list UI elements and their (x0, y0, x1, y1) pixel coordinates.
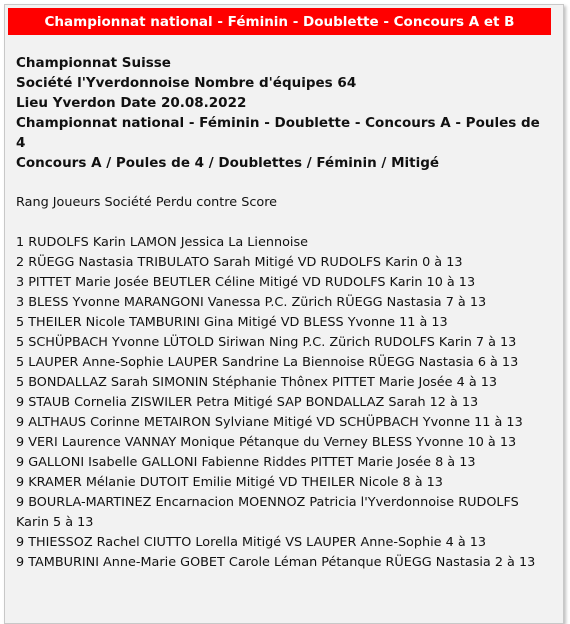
place-and-date: Lieu Yverdon Date 20.08.2022 (16, 95, 247, 111)
result-row: 9 ALTHAUS Corinne METAIRON Sylviane Mitigé VD SCHÜPBACH Yvonne 11 à 13 (16, 415, 523, 430)
result-row: 9 STAUB Cornelia ZISWILER Petra Mitigé SAP BONDALLAZ Sarah 12 à 13 (16, 395, 479, 410)
result-row: 9 KRAMER Mélanie DUTOIT Emilie Mitigé VD THEILER Nicole 8 à 13 (16, 475, 443, 490)
result-row: 2 RÜEGG Nastasia TRIBULATO Sarah Mitigé VD RUDOLFS Karin 0 à 13 (16, 255, 463, 270)
result-row: 9 GALLONI Isabelle GALLONI Fabienne Riddes PITTET Marie Josée 8 à 13 (16, 455, 476, 470)
championship-name: Championnat Suisse (16, 55, 171, 71)
spacer (16, 213, 552, 233)
result-row: 1 RUDOLFS Karin LAMON Jessica La Liennoise (16, 235, 309, 250)
competition-title: Championnat national - Féminin - Doublette - Concours A - Poules de 4 (16, 115, 540, 151)
competition-category: Concours A / Poules de 4 / Doublettes / Féminin / Mitigé (16, 155, 440, 171)
spacer (16, 173, 552, 193)
result-row: 9 THIESSOZ Rachel CIUTTO Lorella Mitigé VS LAUPER Anne-Sophie 4 à 13 (16, 535, 487, 550)
result-row: 5 SCHÜPBACH Yvonne LÜTOLD Siriwan Ning P.C. Zürich RUDOLFS Karin 7 à 13 (16, 335, 517, 350)
society-and-teams: Société l'Yverdonnoise Nombre d'équipes 64 (16, 75, 357, 91)
result-row: 9 TAMBURINI Anne-Marie GOBET Carole Léman Pétanque RÜEGG Nastasia 2 à 13 (16, 555, 536, 570)
result-row: 5 LAUPER Anne-Sophie LAUPER Sandrine La Biennoise RÜEGG Nastasia 6 à 13 (16, 355, 519, 370)
result-row: 3 PITTET Marie Josée BEUTLER Céline Mitigé VD RUDOLFS Karin 10 à 13 (16, 275, 476, 290)
page-title: Championnat national - Féminin - Doublette - Concours A et B (44, 13, 515, 30)
result-row: 5 BONDALLAZ Sarah SIMONIN Stéphanie Thônex PITTET Marie Josée 4 à 13 (16, 375, 498, 390)
result-row: 9 VERI Laurence VANNAY Monique Pétanque du Verney BLESS Yvonne 10 à 13 (16, 435, 517, 450)
result-row: 5 THEILER Nicole TAMBURINI Gina Mitigé VD BLESS Yvonne 11 à 13 (16, 315, 448, 330)
results-content (16, 53, 552, 573)
result-row: 9 BOURLA-MARTINEZ Encarnacion MOENNOZ Patricia l'Yverdonnoise RUDOLFS Karin 5 à 13 (16, 495, 519, 530)
page-title-bar (8, 8, 551, 35)
result-row: 3 BLESS Yvonne MARANGONI Vanessa P.C. Zürich RÜEGG Nastasia 7 à 13 (16, 295, 487, 310)
column-headers: Rang Joueurs Société Perdu contre Score (16, 195, 278, 210)
